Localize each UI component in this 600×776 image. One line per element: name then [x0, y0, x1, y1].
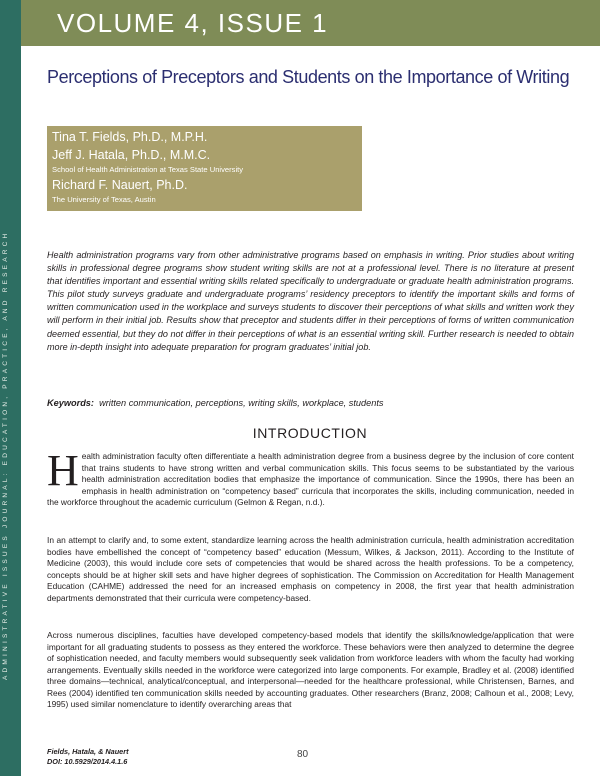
footer-doi: DOI: 10.5929/2014.4.1.6 [47, 757, 128, 766]
volume-title: VOLUME 4, ISSUE 1 [57, 8, 329, 38]
keywords-label: Keywords: [47, 398, 94, 408]
footer-citation [47, 747, 129, 767]
journal-sidebar [0, 0, 21, 776]
author-name: Richard F. Nauert, Ph.D. [52, 178, 188, 192]
journal-name: ADMINISTRATIVE ISSUES JOURNAL: EDUCATION, PRACTICE, AND RESEARCH [2, 230, 9, 680]
author-name: Jeff J. Hatala, Ph.D., M.M.C. [52, 148, 211, 162]
body-paragraph: Across numerous disciplines, faculties have developed competency-based models that identify the skills/knowledge/application that were important for all graduating students to possess as they entered the workforce. These behaviors were then analyzed to determine the degree of sophistication needed, and faculty members would subsequently seek validation from workforce leaders with whom the faculty had working arrangements. Eventually skills needed in the workforce were categorized into large components. For example, Bradley et al. (2008) identified three domains—technical, analytical/conceptual, and interpersonal—needed for the healthcare professional, while Christensen, Barnes, and Rees (2004) identified ten communication skills needed by accounting graduates. Other researchers (Branz, 2008; Calhoun et al., 2008; Levy, 1995) used similar nomenclature to identify overarching areas that [47, 630, 574, 710]
page-number: 80 [297, 749, 309, 760]
volume-banner [21, 0, 600, 46]
article-title: Perceptions of Preceptors and Students on the Importance of Writing [47, 67, 570, 87]
section-heading: INTRODUCTION [252, 425, 368, 441]
author-name: Tina T. Fields, Ph.D., M.P.H. [52, 130, 208, 144]
keywords [47, 398, 574, 408]
paragraph-text: ealth administration faculty often differentiate a health administration degree from a business degree by the inclusion of core content that trains students to have strong written and verbal communication skills. This focus seems to be substantiated by the various health administration accreditation bodies that emphasize the importance of communication. Since the 1990s, there has been an emphasis in health administration on “competency based” curricula that incorporates the skills, including communication, needed in the workforce throughout the academic curriculum (Gelmon & Regan, n.d.). [47, 451, 574, 508]
drop-cap: H [47, 446, 79, 495]
authors-box [47, 126, 362, 211]
abstract: Health administration programs vary from other administrative programs based on emphasis in writing. Prior studies about writing skills in professional degree programs show student writing skills are not at a professional level. There is no literature at present that identifies important and essential writing skills related specifically to undergraduate or graduate health administration programs. This pilot study surveys graduate and undergraduate programs’ residency preceptors to identify the important skills and forms of written communication used in the workplace and surveys students to discover their perceptions of what skills and written work they will perform in their initial job. Results show that preceptor and students differ in their perceptions of forms of written communication deemed essential, but they do not differ in their perceptions of what is an essential writing skill. Further research is needed to obtain more in-depth insight into adequate preparation for program graduates’ initial job. [47, 250, 574, 352]
footer-authors: Fields, Hatala, & Nauert [47, 747, 129, 756]
author-affiliation: The University of Texas, Austin [52, 195, 156, 204]
body-paragraph: In an attempt to clarify and, to some extent, standardize learning across the health administration curricula, health administration accreditation bodies have embellished the concept of “competency based” education (Messum, Wilkes, & Jackson, 2011). According to the Institute of Medicine (2003), this would include core sets of competencies that would be shared across the health professions. To be a competency, concepts should be at higher skill sets and have higher degrees of sophistication. The Commission on Accreditation for Health Management Education (CAHME) addressed the need for an increased emphasis on competency in 2008, the first year that health administration departments demonstrated that their curricula were competency-based. [47, 535, 574, 603]
body-paragraph [47, 446, 574, 509]
keywords-list: written communication, perceptions, writing skills, workplace, students [99, 398, 384, 408]
author-affiliation: School of Health Administration at Texas State University [52, 165, 244, 174]
